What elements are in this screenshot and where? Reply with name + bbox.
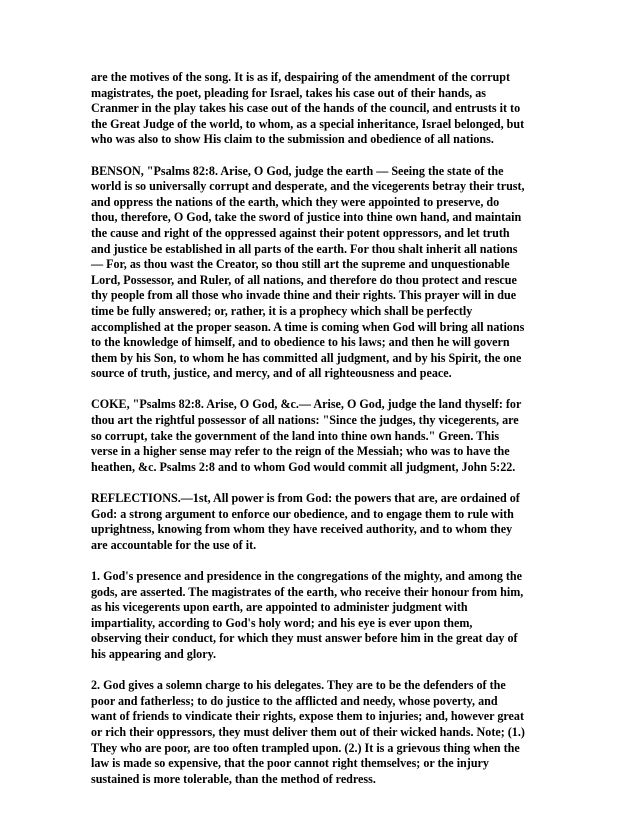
document-page bbox=[91, 70, 551, 803]
paragraph-benson-commentary: BENSON, "Psalms 82:8. Arise, O God, judge the earth — Seeing the state of the world is so universally corrupt and desperate, and the vicegerents betray their trust, and oppress the nations of the earth, which they were appointed to preserve, do thou, therefore, O God, take the sword of justice into thine own hand, and maintain the cause and right of the oppressed against their potent oppressors, and let truth and justice be established in all parts of the earth. For thou shalt inherit all nations — For, as thou wast the Creator, so thou still art the supreme and unquestionable Lord, Possessor, and Ruler, of all nations, and therefore do thou protect and rescue thy people from all those who invade thine and their rights. This prayer will in due time be fully answered; or, rather, it is a prophecy which shall be perfectly accomplished at the proper season. A time is coming when God will bring all nations to the knowledge of himself, and to obedience to his laws; and then he will govern them by his Son, to whom he has committed all judgment, and by his Spirit, the one source of truth, justice, and mercy, and of all righteousness and peace. bbox=[91, 163, 525, 381]
paragraph-motives-of-song: are the motives of the song. It is as if, despairing of the amendment of the corrupt magistrates, the poet, pleading for Israel, takes his case out of their hands, as Cranmer in the play takes his case out of the hands of the council, and entrusts it to the Great Judge of the world, to whom, as a special inheritance, Israel belonged, but who was also to show His claim to the submission and obedience of all nations. bbox=[91, 70, 525, 147]
paragraph-reflections: REFLECTIONS.—1st, All power is from God: the powers that are, are ordained of God: a strong argument to enforce our obedience, and to engage them to rule with uprightness, knowing from whom they have received authority, and to whom they are accountable for the use of it. bbox=[91, 491, 520, 552]
paragraph-point-one: 1. God's presence and presidence in the congregations of the mighty, and among the gods, are asserted. The magistrates of the earth, who receive their honour from him, as his vicegerents upon earth, are appointed to administer judgment with impartiality, according to God's holy word; and his eye is ever upon them, observing their conduct, for which they must answer before him in the great day of his appearing and glory. bbox=[91, 569, 524, 661]
paragraph-coke-commentary: COKE, "Psalms 82:8. Arise, O God, &c.— Arise, O God, judge the land thyself: for thou art the rightful possessor of all nations: "Since the judges, thy vicegerents, are so corrupt, take the government of the land into thine own hands." Green. This verse in a higher sense may refer to the reign of the Messiah; who was to have the heathen, &c. Psalms 2:8 and to whom God would commit all judgment, John 5:22. bbox=[91, 397, 522, 474]
paragraph-point-two: 2. God gives a solemn charge to his delegates. They are to be the defenders of the poor and fatherless; to do justice to the afflicted and needy, whose poverty, and want of friends to vindicate their rights, expose them to injuries; and, however great or rich their oppressors, they must deliver them out of their wicked hands. Note; (1.) They who are poor, are too often trampled upon. (2.) It is a grievous thing when the law is made so expensive, that the poor cannot right themselves; or the injury sustained is more tolerable, than the method of redress. bbox=[91, 678, 525, 786]
